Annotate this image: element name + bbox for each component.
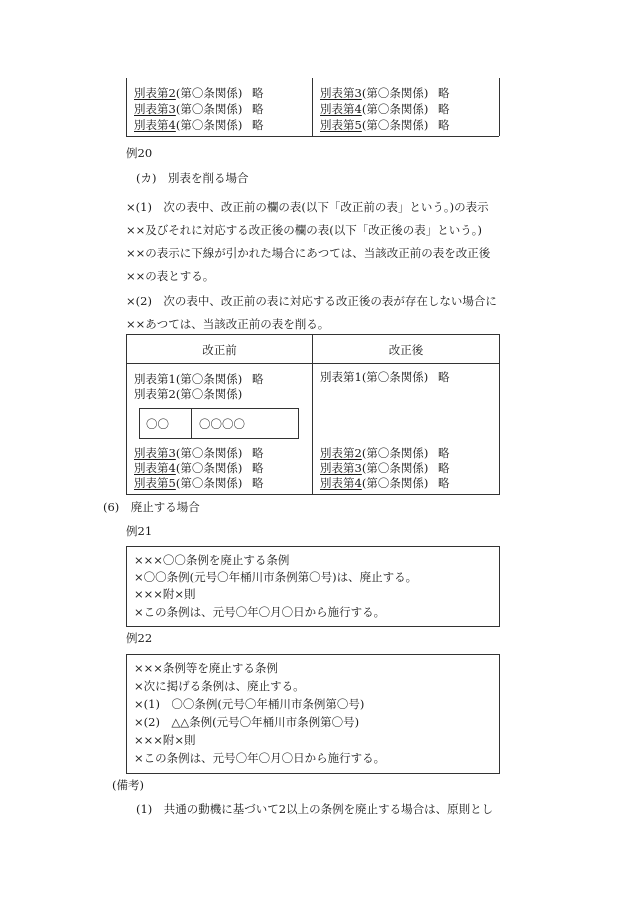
table-center-divider (312, 78, 313, 136)
paragraph-line: ×(2) 次の表中、改正前の表に対応する改正後の表が存在しない場合に (126, 294, 497, 308)
example-line: ×次に掲げる条例は、廃止する。 (134, 679, 305, 693)
table-row: 別表第5(第〇条関係) 略 (320, 118, 450, 132)
table-row: 別表第2(第〇条関係) (134, 387, 243, 401)
example-line: ×××附×則 (134, 733, 196, 747)
table-header-divider (126, 363, 500, 364)
table-row: 別表第4(第〇条関係) 略 (134, 461, 264, 475)
table-row: 別表第5(第〇条関係) 略 (134, 476, 264, 490)
column-header-after: 改正後 (388, 343, 424, 357)
embedded-cell: 〇〇 (146, 417, 169, 431)
paragraph-line: ××あつては、当該改正前の表を削る。 (126, 317, 330, 331)
table-bottom-border (126, 136, 499, 137)
embedded-cell: 〇〇〇〇 (199, 417, 245, 431)
remarks-label: (備考) (112, 778, 144, 792)
column-header-before: 改正前 (202, 343, 237, 357)
table-row: 別表第4(第〇条関係) 略 (320, 476, 450, 490)
table-row: 別表第2(第〇条関係) 略 (320, 446, 450, 460)
example-label-22: 例22 (126, 631, 153, 645)
example-line: ×この条例は、元号〇年〇月〇日から施行する。 (134, 751, 386, 765)
example-line: ×××〇〇条例を廃止する条例 (134, 553, 290, 567)
table-row: 別表第4(第〇条関係) 略 (320, 102, 450, 116)
paragraph-line: ××の表とする。 (126, 269, 215, 283)
table-row: 別表第2(第〇条関係) 略 (134, 86, 264, 100)
example-line: ×この条例は、元号〇年〇月〇日から施行する。 (134, 605, 386, 619)
example-line: ×〇〇条例(元号〇年桶川市条例第〇号)は、廃止する。 (134, 570, 418, 584)
example-line: ×(2) △△条例(元号〇年桶川市条例第〇号) (134, 715, 360, 729)
table-row: 別表第3(第〇条関係) 略 (320, 86, 450, 100)
remarks-item: (1) 共通の動機に基づいて2以上の条例を廃止する場合は、原則とし (136, 802, 494, 816)
paragraph-line: ××及びそれに対応する改正後の欄の表(以下「改正後の表」という。) (126, 223, 482, 237)
table-row: 別表第3(第〇条関係) 略 (134, 102, 264, 116)
example-label-20: 例20 (126, 146, 153, 160)
example-line: ×××条例等を廃止する条例 (134, 661, 278, 675)
section-heading: (カ) 別表を削る場合 (136, 171, 249, 185)
example-line: ×(1) 〇〇条例(元号〇年桶川市条例第〇号) (134, 697, 365, 711)
table-row: 別表第3(第〇条関係) 略 (320, 461, 450, 475)
example-label-21: 例21 (126, 524, 153, 538)
table-center-divider (312, 334, 313, 495)
example-line: ×××附×則 (134, 587, 196, 601)
table-row: 別表第1(第〇条関係) 略 (320, 370, 450, 384)
paragraph-line: ××の表示に下線が引かれた場合にあつては、当該改正前の表を改正後 (126, 246, 491, 260)
table-row: 別表第3(第〇条関係) 略 (134, 446, 264, 460)
paragraph-line: ×(1) 次の表中、改正前の欄の表(以下「改正前の表」という。)の表示 (126, 200, 489, 214)
table-row: 別表第4(第〇条関係) 略 (134, 118, 264, 132)
table-row: 別表第1(第〇条関係) 略 (134, 372, 264, 386)
table-left-border (126, 78, 127, 136)
embedded-table-divider (191, 408, 192, 439)
table-right-border (499, 78, 500, 136)
section-heading: (6) 廃止する場合 (103, 500, 200, 514)
